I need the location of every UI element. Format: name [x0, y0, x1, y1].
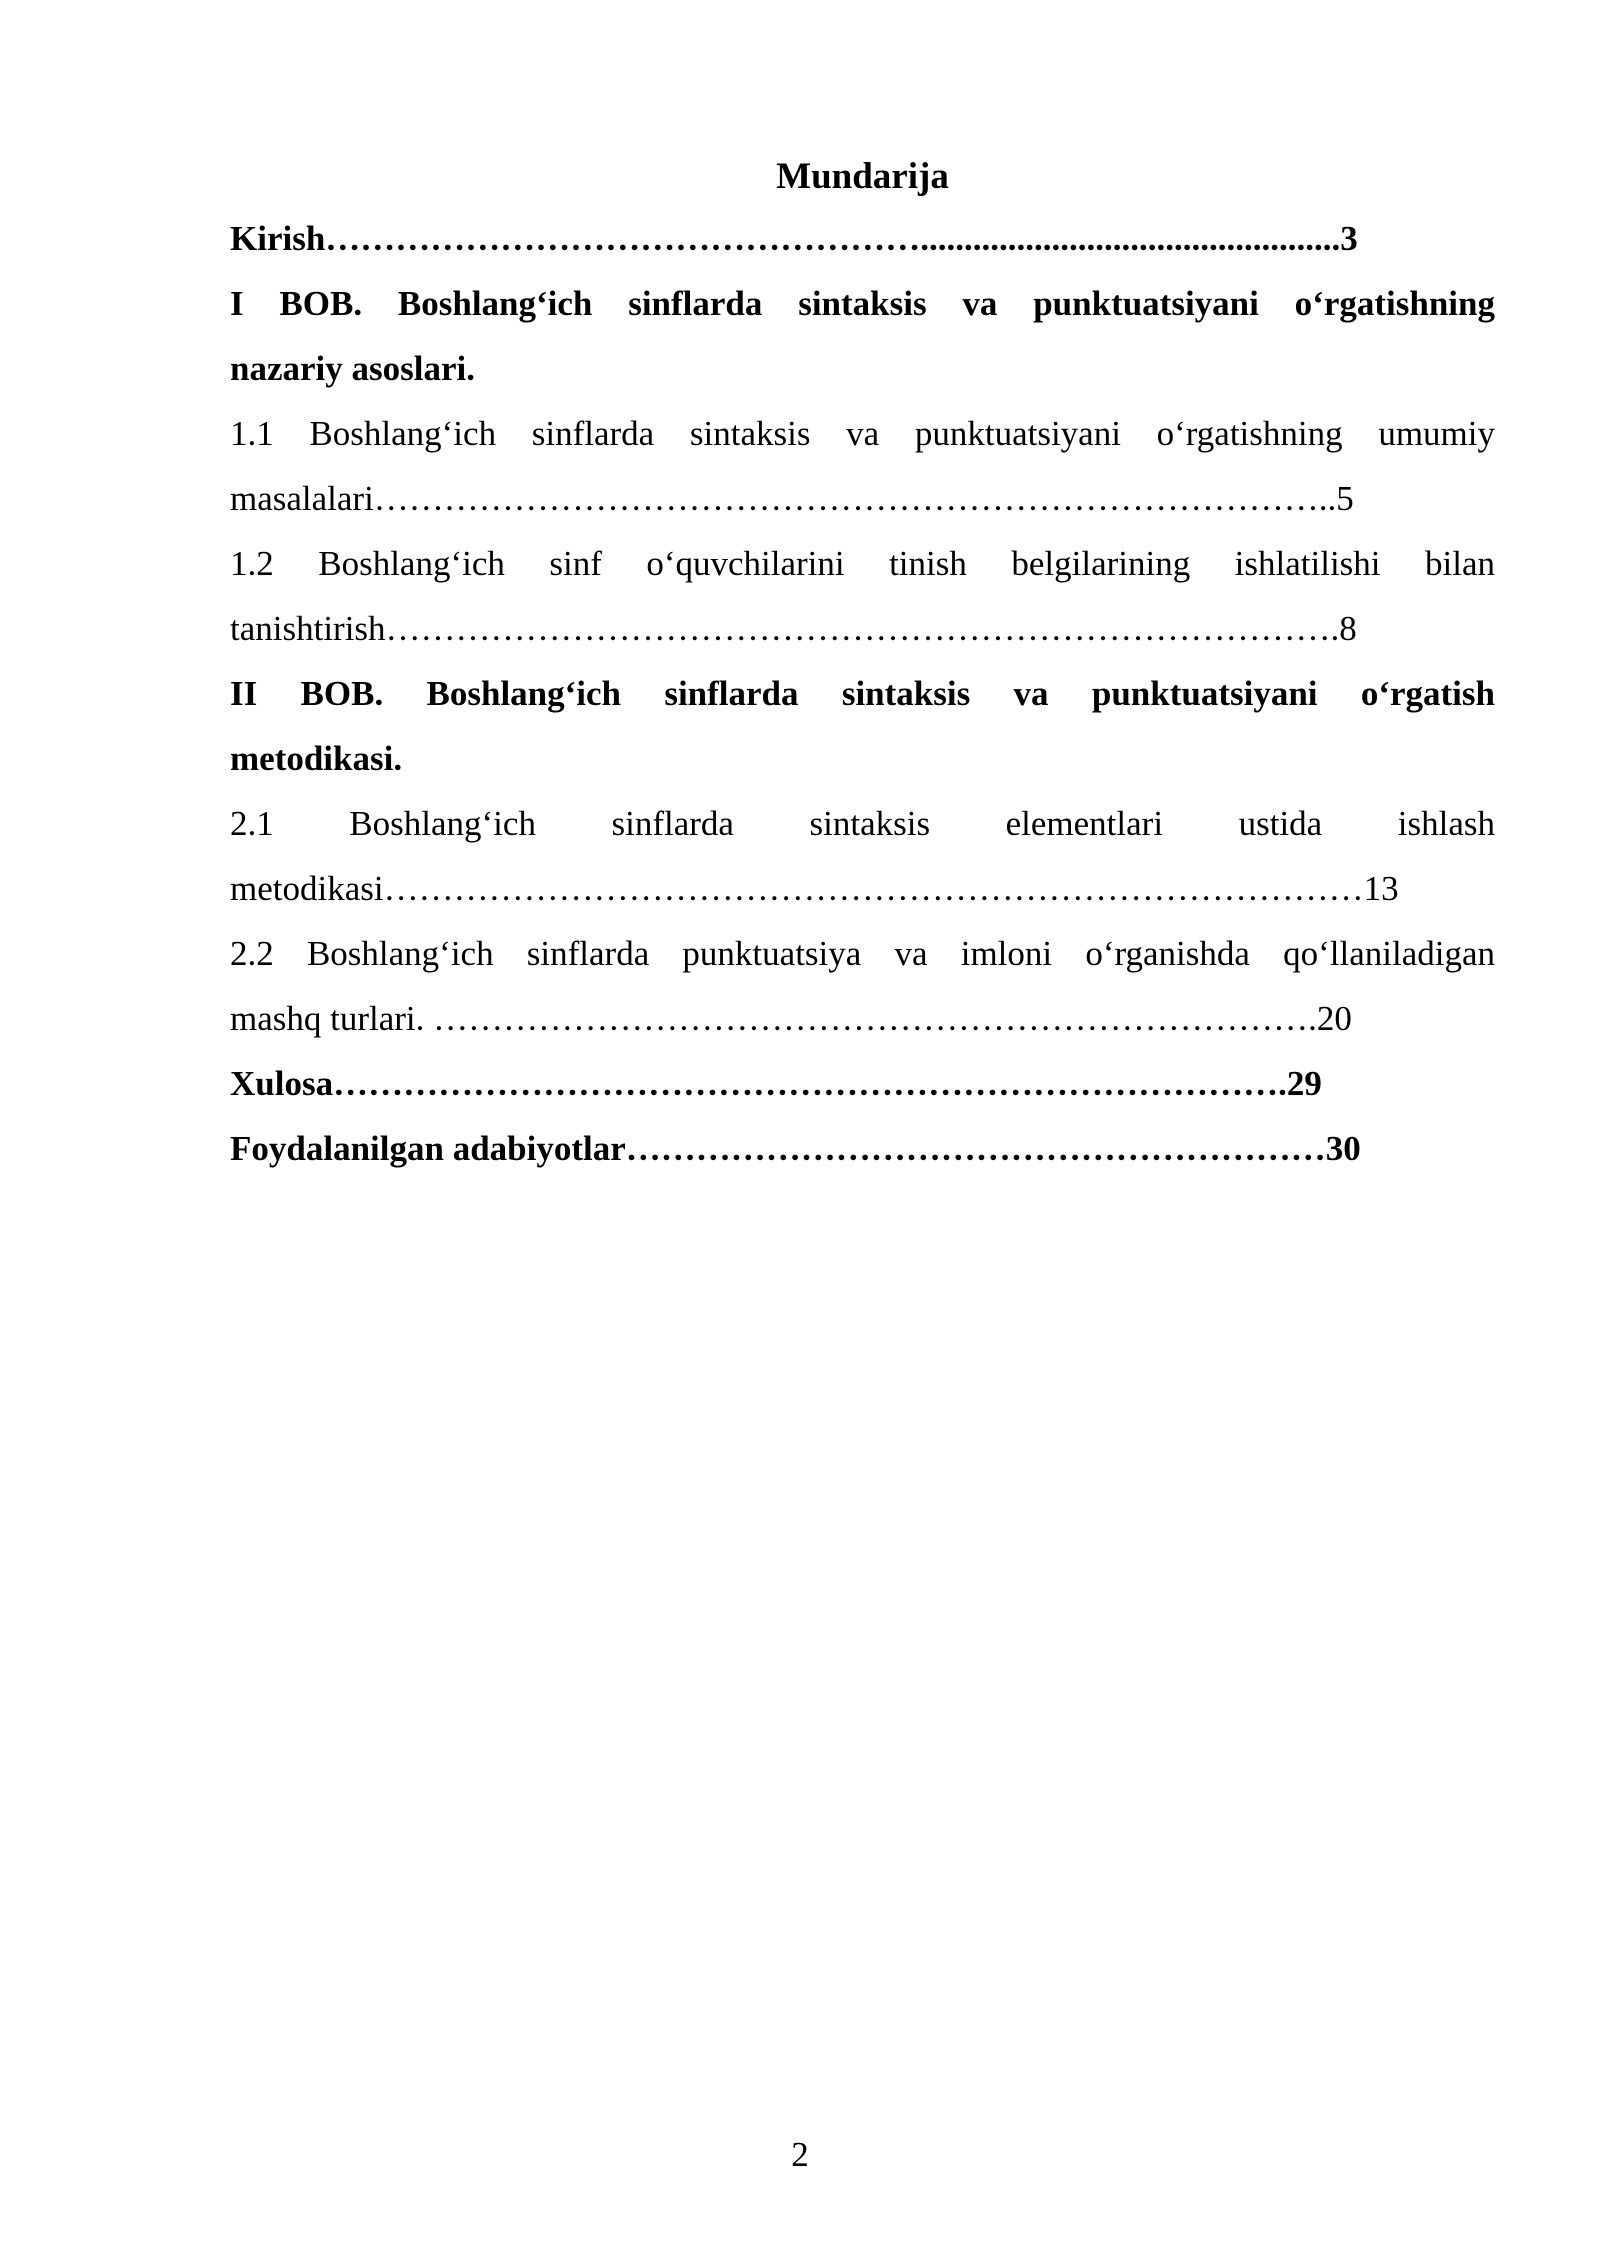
- table-of-contents: [230, 148, 1495, 1181]
- toc-entry-section-1-2-line-1: 1.2 Boshlang‘ich sinf o‘quvchilarini tinish belgilarining ishlatilishi bilan: [230, 544, 1495, 583]
- toc-entry-section-2-2-line-2: mashq turlari. ………………………………………………………………….20: [230, 999, 1352, 1038]
- toc-entry-adabiyotlar: Foydalanilgan adabiyotlar……………………………………………………30: [230, 1129, 1361, 1168]
- toc-entry-chapter-1-line-1: I BOB. Boshlang‘ich sinflarda sintaksis va punktuatsiyani o‘rgatishning: [230, 284, 1495, 323]
- toc-entry-section-2-1-line-2: metodikasi…………………………………………………………………………13: [230, 869, 1399, 908]
- toc-entry-chapter-1-line-2: nazariy asoslari.: [230, 349, 475, 388]
- toc-entry-kirish: Kirish……………………………………………................................................3: [230, 219, 1358, 258]
- toc-entry-section-2-1-line-1: 2.1 Boshlang‘ich sinflarda sintaksis elementlari ustida ishlash: [230, 804, 1495, 843]
- toc-entry-section-1-1-line-2: masalalari………………………………………………………………………..5: [230, 479, 1354, 518]
- toc-entry-xulosa: Xulosa……………………………………………………………………….29: [230, 1064, 1322, 1103]
- toc-entry-section-2-2-line-1: 2.2 Boshlang‘ich sinflarda punktuatsiya va imloni o‘rganishda qo‘llaniladigan: [230, 934, 1495, 973]
- toc-entry-section-1-2-line-2: tanishtirish……………………………………………………………………….8: [230, 609, 1357, 648]
- toc-entry-chapter-2-line-1: II BOB. Boshlang‘ich sinflarda sintaksis va punktuatsiyani o‘rgatish: [230, 674, 1495, 713]
- toc-title: Mundarija: [776, 156, 949, 197]
- toc-entry-section-1-1-line-1: 1.1 Boshlang‘ich sinflarda sintaksis va punktuatsiyani o‘rgatishning umumiy: [230, 414, 1495, 453]
- toc-entry-chapter-2-line-2: metodikasi.: [230, 739, 403, 778]
- page-number: 2: [791, 2135, 809, 2174]
